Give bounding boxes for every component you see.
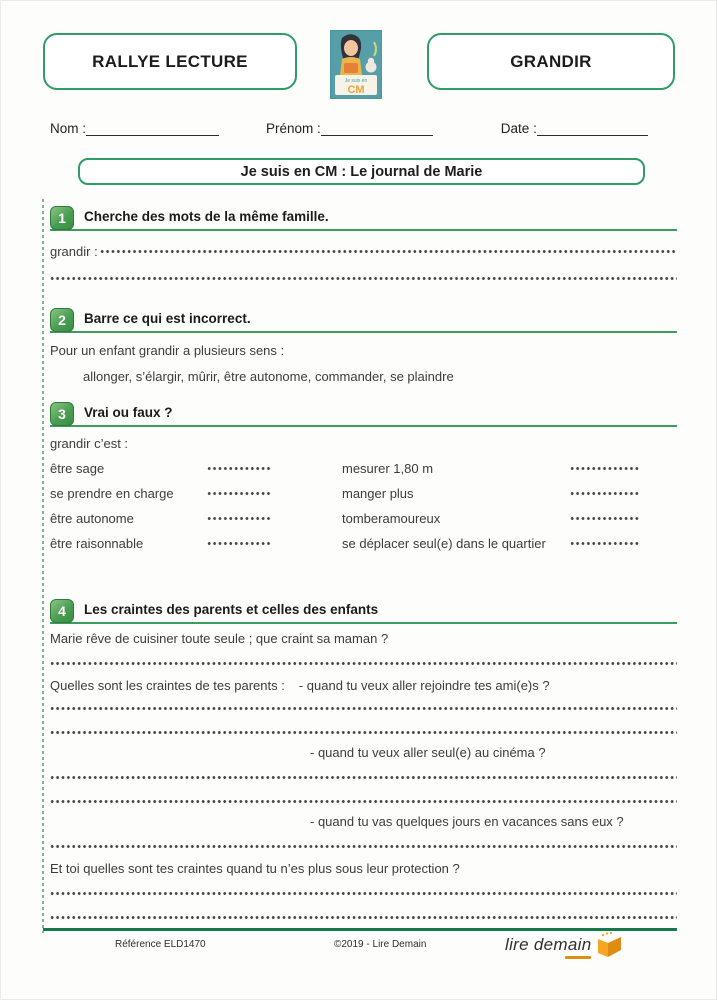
question-item: - quand tu veux aller seul(e) au cinéma ? xyxy=(310,745,546,760)
book-cover-level-text: CM xyxy=(347,84,365,96)
prenom-label: Prénom : xyxy=(266,121,321,136)
nom-label: Nom : xyxy=(50,121,87,136)
question-text: Et toi quelles sont tes craintes quand tu n’es plus sous leur protection ? xyxy=(50,861,460,876)
section-number-badge: 4 xyxy=(50,599,74,623)
section-title: Barre ce qui est incorrect. xyxy=(84,311,251,326)
identity-row xyxy=(50,121,670,136)
section-2-header xyxy=(50,307,677,333)
lire-demain-logo xyxy=(505,931,624,958)
section-title: Vrai ou faux ? xyxy=(84,405,173,420)
vf-right-answer[interactable] xyxy=(570,462,639,475)
answer-dotline[interactable] xyxy=(50,771,677,784)
answer-dotline[interactable] xyxy=(50,272,677,285)
logo-text xyxy=(505,935,591,955)
footer-reference: Référence ELD1470 xyxy=(115,939,206,950)
section-number-badge: 1 xyxy=(50,206,74,230)
vrai-faux-row xyxy=(50,536,677,551)
vf-right-answer[interactable] xyxy=(570,537,639,550)
vf-left-label: être raisonnable xyxy=(50,536,144,551)
vf-right-label: manger plus xyxy=(342,486,414,501)
question-item: - quand tu veux aller rejoindre tes ami(e)s ? xyxy=(298,678,550,693)
answer-dotline[interactable] xyxy=(100,244,677,259)
book-cover-thumbnail xyxy=(330,30,382,99)
section-number-badge: 2 xyxy=(50,308,74,332)
grandir-answer-row xyxy=(50,244,677,259)
answer-dotline[interactable] xyxy=(50,887,677,900)
vf-right-label: se déplacer seul(e) dans le quartier xyxy=(342,536,546,551)
answer-dotline[interactable] xyxy=(50,840,677,853)
vf-right-answer[interactable] xyxy=(570,512,639,525)
vrai-faux-intro: grandir c’est : xyxy=(50,436,129,451)
vf-right-label: mesurer 1,80 m xyxy=(342,461,434,476)
date-fill-line[interactable] xyxy=(537,123,648,136)
vf-left-answer[interactable] xyxy=(207,512,271,525)
book-cover-series-text: Je suis en xyxy=(344,78,368,84)
date-label: Date : xyxy=(500,121,537,136)
vf-right-answer[interactable] xyxy=(570,487,639,500)
margin-dashed-line xyxy=(42,199,44,933)
footer-copyright: ©2019 - Lire Demain xyxy=(334,939,427,950)
section-title: Les craintes des parents et celles des enfants xyxy=(84,602,379,617)
vf-left-answer[interactable] xyxy=(207,462,271,475)
worksheet-content xyxy=(50,200,677,924)
answer-dotline[interactable] xyxy=(50,795,677,808)
worksheet-title-banner xyxy=(78,158,645,185)
open-book-icon xyxy=(594,931,624,958)
vrai-faux-row xyxy=(50,486,677,501)
section-title: Cherche des mots de la même famille. xyxy=(84,209,329,224)
worksheet-title: Je suis en CM : Le journal de Marie xyxy=(240,163,483,180)
grandir-prompt-label: grandir : xyxy=(50,244,98,259)
vf-left-label: être sage xyxy=(50,461,105,476)
answer-dotline[interactable] xyxy=(50,911,677,924)
grandir-box xyxy=(427,33,675,90)
vf-right-label: tomberamoureux xyxy=(342,511,441,526)
vf-left-label: se prendre en charge xyxy=(50,486,174,501)
prenom-fill-line[interactable] xyxy=(321,123,433,136)
answer-dotline[interactable] xyxy=(50,726,677,739)
question-row xyxy=(50,678,677,693)
vf-left-label: être autonome xyxy=(50,511,134,526)
vrai-faux-row xyxy=(50,511,677,526)
question-text: Marie rêve de cuisiner toute seule ; que craint sa maman ? xyxy=(50,631,389,646)
vf-left-answer[interactable] xyxy=(207,487,271,500)
grandir-label: GRANDIR xyxy=(510,51,592,71)
nom-fill-line[interactable] xyxy=(86,123,219,136)
answer-dotline[interactable] xyxy=(50,657,677,670)
question-prefix: Quelles sont les craintes de tes parents : xyxy=(50,678,285,693)
book-cover-image xyxy=(330,30,382,99)
answer-dotline[interactable] xyxy=(50,702,677,715)
logo-wordmark: lire demain xyxy=(505,934,592,954)
sens-intro-text: Pour un enfant grandir a plusieurs sens : xyxy=(50,343,285,358)
vf-left-answer[interactable] xyxy=(207,537,271,550)
words-to-cross[interactable]: allonger, s’élargir, mûrir, être autonome, commander, se plaindre xyxy=(83,369,454,384)
question-item: - quand tu vas quelques jours en vacances sans eux ? xyxy=(310,814,624,829)
rallye-lecture-label: RALLYE LECTURE xyxy=(92,51,248,71)
section-1-header xyxy=(50,205,677,231)
rallye-lecture-box xyxy=(43,33,297,90)
section-4-header xyxy=(50,598,677,624)
logo-subtext-mark xyxy=(565,956,591,959)
vrai-faux-row xyxy=(50,461,677,476)
section-3-header xyxy=(50,401,677,427)
section-number-badge: 3 xyxy=(50,402,74,426)
